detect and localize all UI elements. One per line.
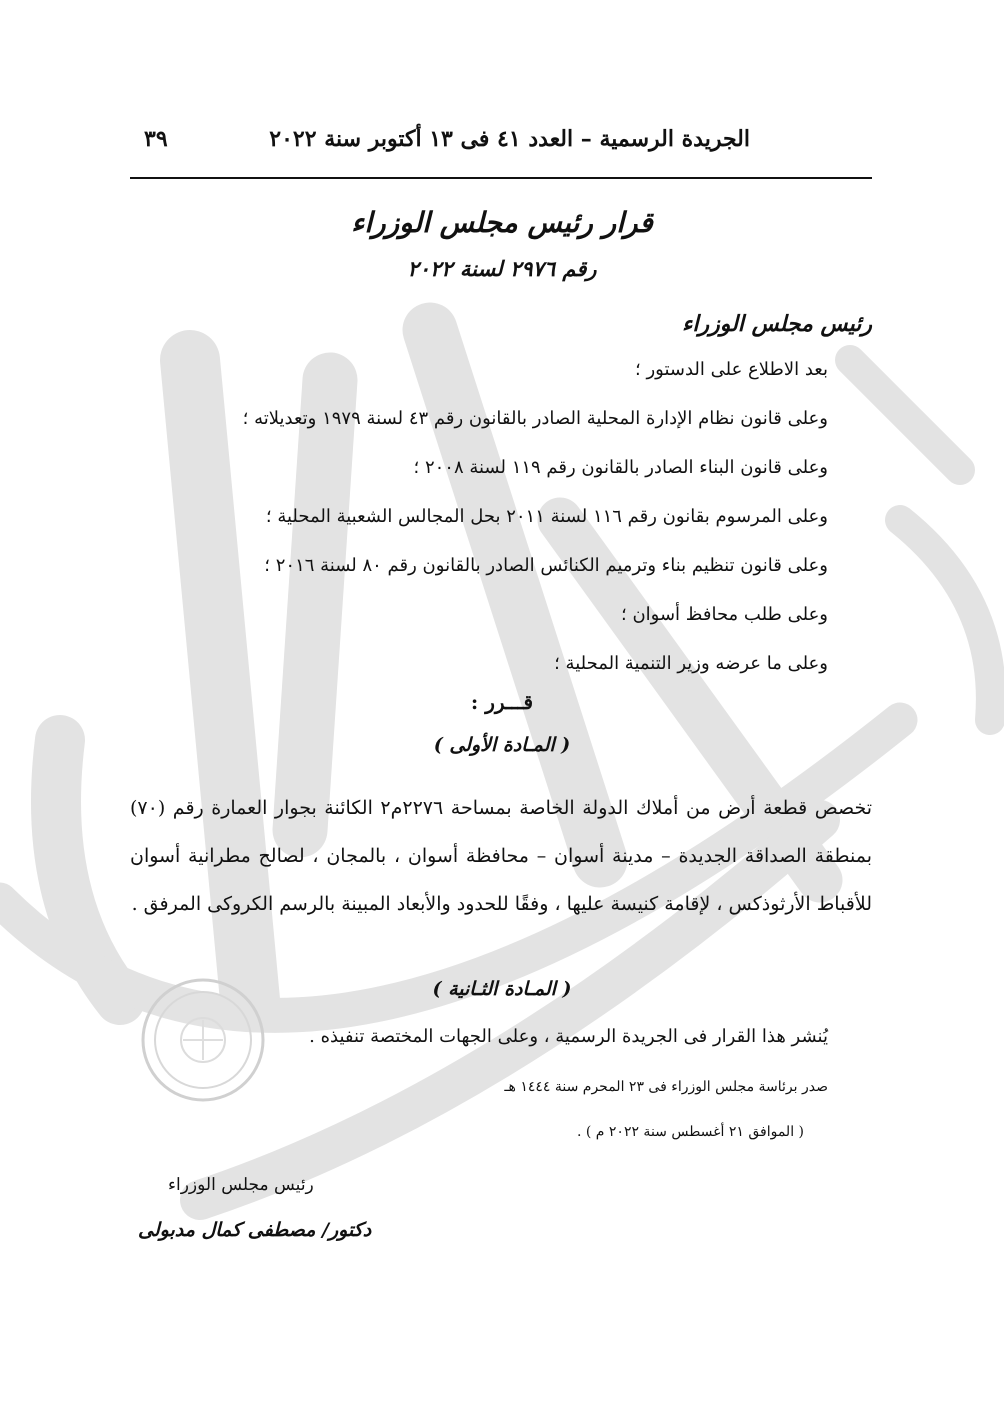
decree-number: رقم ٢٩٧٦ لسنة ٢٠٢٢ <box>407 256 597 281</box>
article-2-heading: ( المـادة الثـانية ) <box>432 978 572 1000</box>
signer-title: رئيس مجلس الوزراء <box>168 1175 314 1195</box>
article-2-body: يُنشر هذا القرار فى الجريدة الرسمية ، وعلى الجهات المختصة تنفيذه . <box>309 1026 828 1047</box>
preamble-item: وعلى طلب محافظ أسوان ؛ <box>621 604 828 625</box>
preamble-list <box>128 352 828 695</box>
gregorian-date-line: ( الموافق ٢١ أغسطس سنة ٢٠٢٢ م ) . <box>576 1124 804 1140</box>
issued-date-line: صدر برئاسة مجلس الوزراء فى ٢٣ المحرم سنة ١٤٤٤ هـ <box>504 1079 828 1095</box>
decree-title: قرار رئيس مجلس الوزراء <box>351 206 653 239</box>
preamble-item: وعلى المرسوم بقانون رقم ١١٦ لسنة ٢٠١١ بحل المجالس الشعبية المحلية ؛ <box>265 506 828 527</box>
preamble-item: وعلى قانون تنظيم بناء وترميم الكنائس الصادر بالقانون رقم ٨٠ لسنة ٢٠١٦ ؛ <box>264 555 828 576</box>
preamble-item: وعلى قانون نظام الإدارة المحلية الصادر بالقانون رقم ٤٣ لسنة ١٩٧٩ وتعديلاته ؛ <box>242 408 828 429</box>
preamble-item: بعد الاطلاع على الدستور ؛ <box>635 359 828 380</box>
article-1-heading: ( المـادة الأولى ) <box>433 734 571 756</box>
page-header <box>130 126 872 176</box>
decided-label: قـــرر : <box>470 690 534 714</box>
signer-name: دكتور/ مصطفى كمال مدبولى <box>138 1219 372 1241</box>
page-number: ٣٩ <box>144 126 168 152</box>
article-1-body: تخصص قطعة أرض من أملاك الدولة الخاصة بمساحة ٢٢٧٦م٢ الكائنة بجوار العمارة رقم (٧٠) بمنطقة الصداقة الجديدة – مدينة أسوان – محافظة أسوان ، بالمجان ، لصالح مطرانية أسوان للأقباط الأرثوذكس ، لإقامة كنيسة عليها ، وفقًا للحدود والأبعاد المبينة بالرسم الكروكى المرفق . <box>130 797 872 915</box>
header-divider <box>130 177 872 179</box>
issuer-heading: رئيس مجلس الوزراء <box>682 311 872 337</box>
gazette-header-title: الجريدة الرسمية – العدد ٤١ فى ١٣ أكتوبر سنة ٢٠٢٢ <box>269 126 750 152</box>
preamble-item: وعلى ما عرضه وزير التنمية المحلية ؛ <box>554 653 828 674</box>
preamble-item: وعلى قانون البناء الصادر بالقانون رقم ١١٩ لسنة ٢٠٠٨ ؛ <box>413 457 828 478</box>
